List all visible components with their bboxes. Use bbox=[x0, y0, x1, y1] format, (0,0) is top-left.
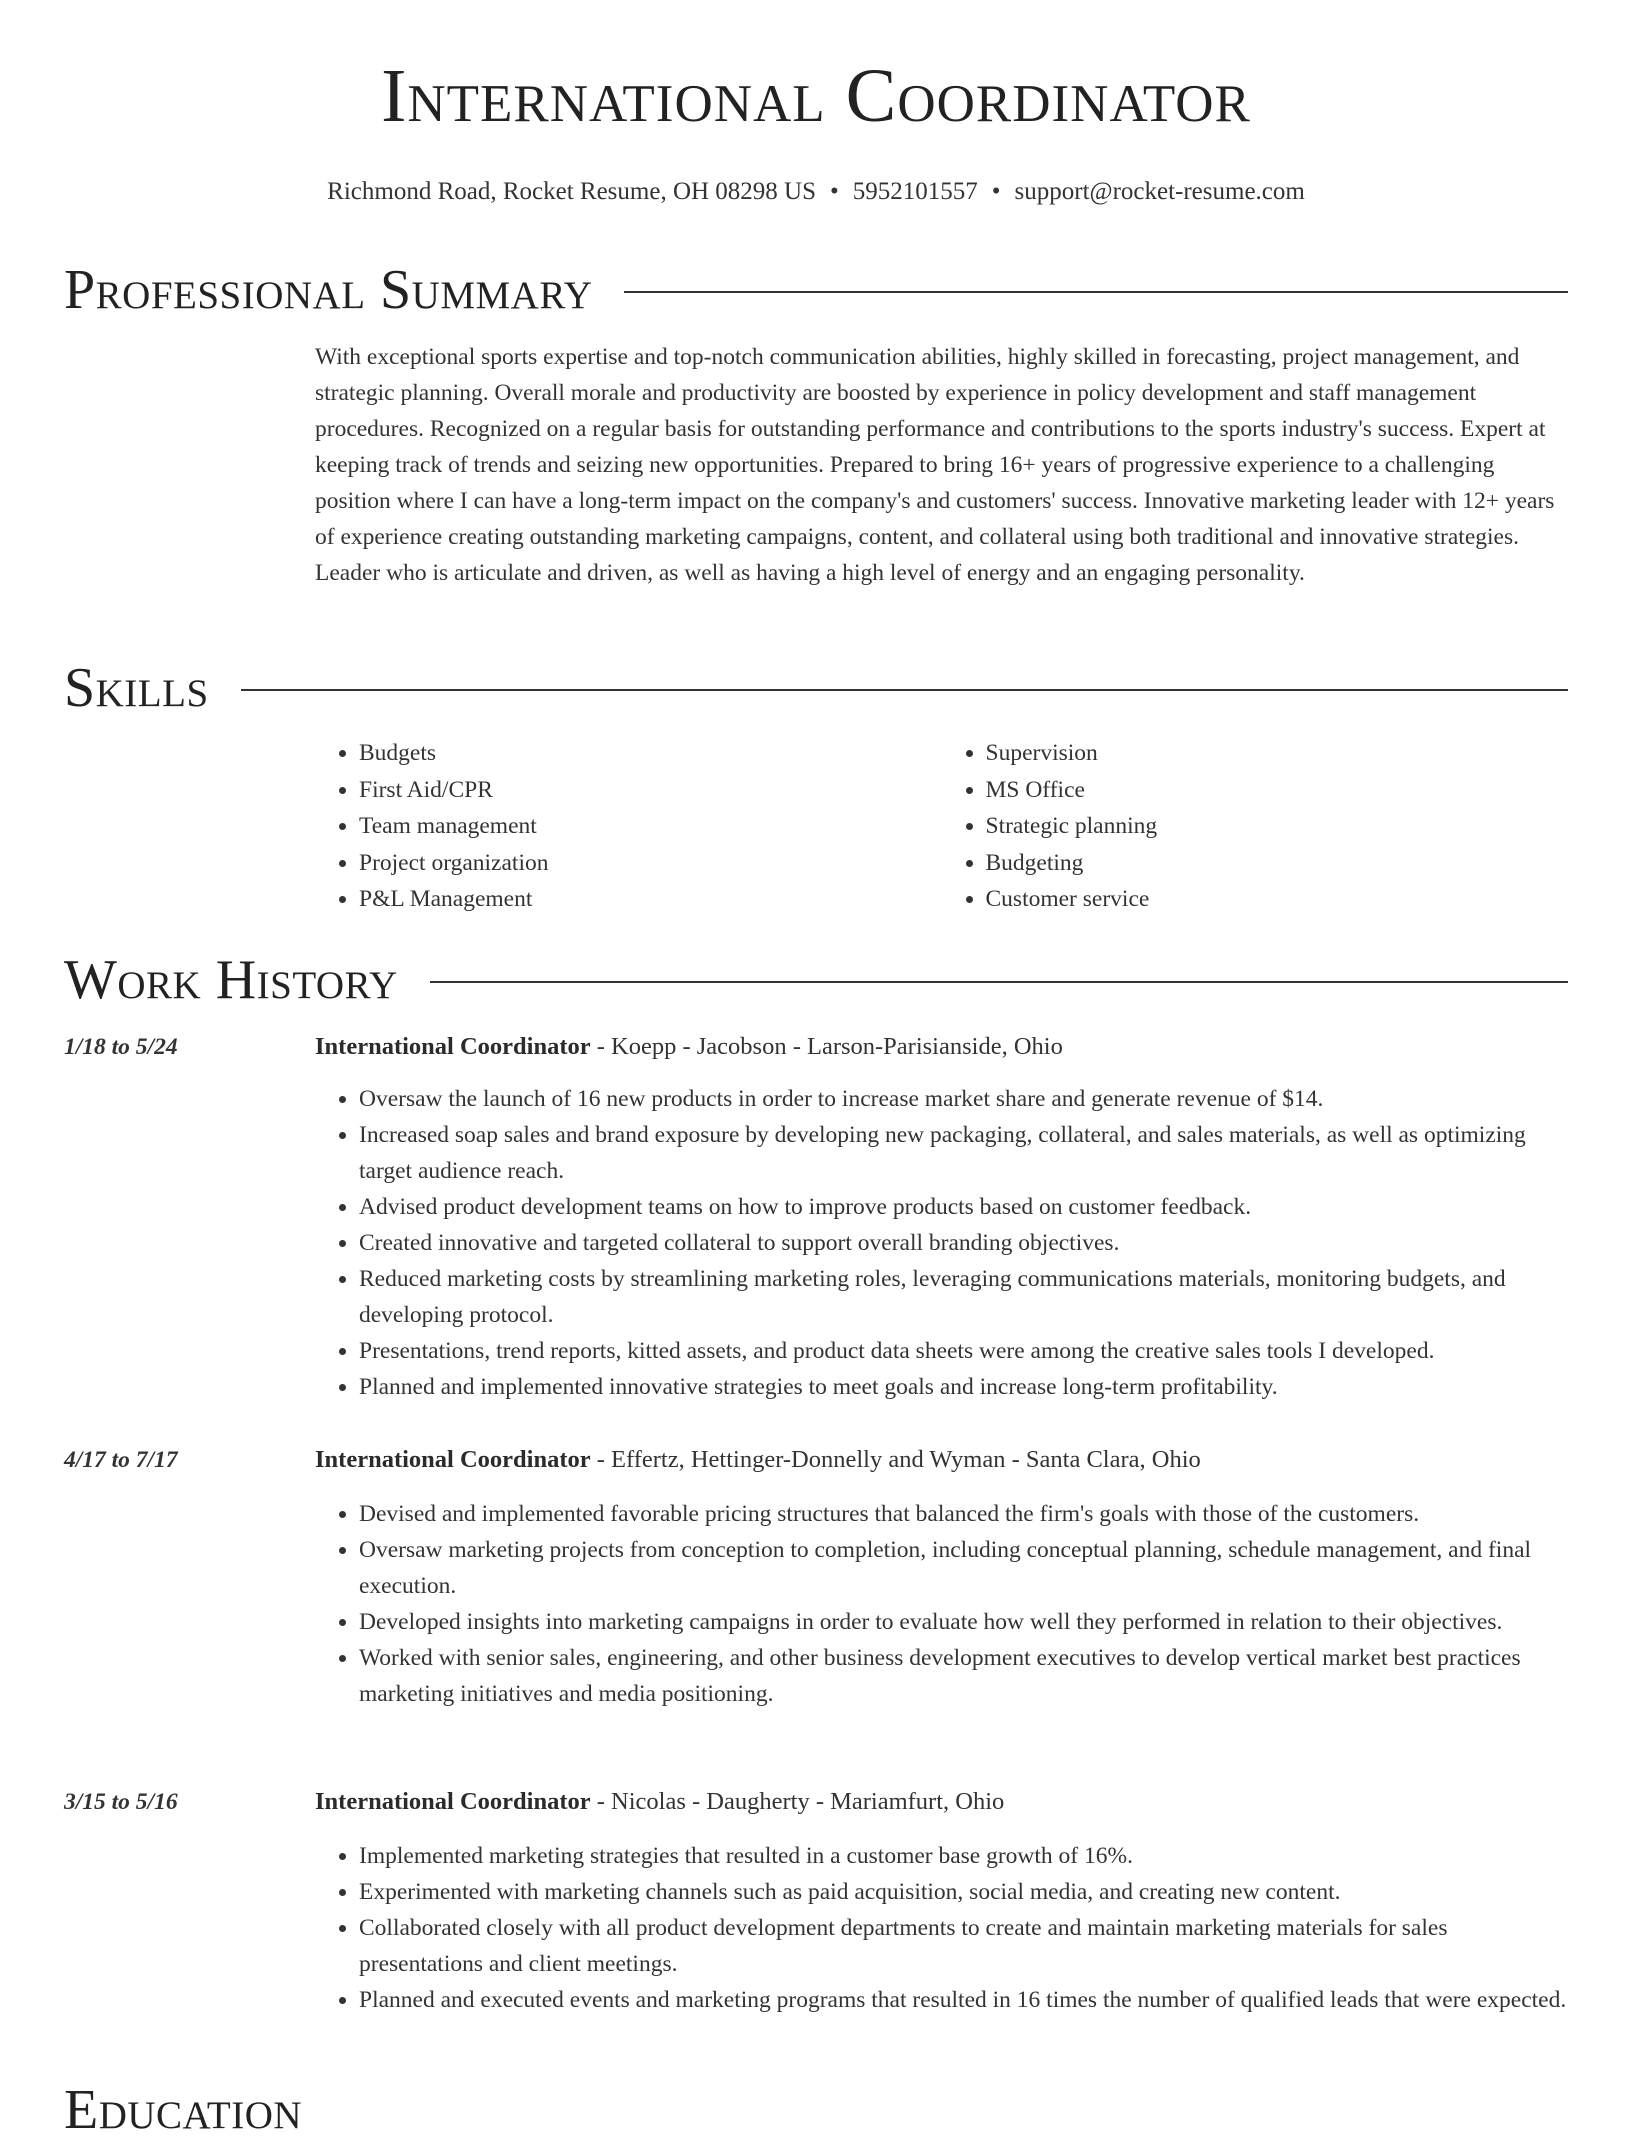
job-title-line bbox=[315, 1784, 1004, 1820]
section-skills-header bbox=[64, 657, 1568, 719]
skill-item: • Supervision bbox=[986, 735, 1569, 772]
summary-text: With exceptional sports expertise and top-notch communication abilities, highly skilled in forecasting, project management, and strategic planning. Overall morale and productivity are boosted by experience in policy development and staff management procedures. Recognized on a regular basis for outstanding performance and contributions to the sports industry's success. Expert at keeping track of trends and seizing new opportunities. Prepared to bring 16+ years of progressive experience to a challenging position where I can have a long-term impact on the company's and customers' success. Innovative marketing leader with 12+ years of experience creating outstanding marketing campaigns, content, and collateral using both traditional and innovative strategies. Leader who is articulate and driven, as well as having a high level of energy and an engaging personality. bbox=[315, 344, 1555, 586]
separator-dot: • bbox=[830, 178, 839, 205]
skill-item: • Strategic planning bbox=[986, 808, 1569, 845]
job-company: - Effertz, Hettinger-Donnelly and Wyman - Santa Clara, Ohio bbox=[590, 1446, 1201, 1473]
address: Richmond Road, Rocket Resume, OH 08298 US bbox=[327, 178, 817, 205]
job-bullet: • Created innovative and targeted collateral to support overall branding objectives. bbox=[359, 1225, 1568, 1261]
job-dates: 4/17 to 7/17 bbox=[64, 1447, 178, 1473]
job-bullet: • Planned and implemented innovative strategies to meet goals and increase long-term profitability. bbox=[359, 1369, 1568, 1405]
skill-item: • Budgets bbox=[359, 735, 942, 772]
section-title-skills: Skills bbox=[64, 657, 209, 719]
job-bullet: • Worked with senior sales, engineering, and other business development executives to develop vertical market best practices marketing initiatives and media positioning. bbox=[359, 1640, 1568, 1712]
job-company: - Nicolas - Daugherty - Mariamfurt, Ohio bbox=[590, 1788, 1005, 1815]
section-divider bbox=[430, 981, 1568, 983]
job-bullet: • Experimented with marketing channels such as paid acquisition, social media, and creating new content. bbox=[359, 1874, 1568, 1910]
job-bullet: • Advised product development teams on how to improve products based on customer feedback. bbox=[359, 1189, 1568, 1225]
skills-column-left bbox=[315, 735, 942, 918]
skill-item: • Customer service bbox=[986, 881, 1569, 918]
section-title-work: Work History bbox=[64, 949, 398, 1011]
section-summary-header bbox=[64, 259, 1568, 321]
skill-item: • Team management bbox=[359, 808, 942, 845]
job-title-line bbox=[315, 1442, 1201, 1478]
job-title: International Coordinator bbox=[315, 1788, 591, 1815]
job-title: International Coordinator bbox=[315, 1446, 591, 1473]
job-title-line bbox=[315, 1029, 1063, 1065]
job-bullets bbox=[315, 1496, 1568, 1712]
section-title-summary: Professional Summary bbox=[64, 259, 593, 321]
skill-item: • Budgeting bbox=[986, 845, 1569, 882]
section-education-header bbox=[64, 2079, 1568, 2141]
candidate-name: International Coordinator bbox=[381, 54, 1251, 138]
job-bullet: • Presentations, trend reports, kitted assets, and product data sheets were among the creative sales tools I developed. bbox=[359, 1333, 1568, 1369]
job-title: International Coordinator bbox=[315, 1033, 591, 1060]
skill-item: • Project organization bbox=[359, 845, 942, 882]
contact-line bbox=[64, 176, 1568, 208]
skill-item: • First Aid/CPR bbox=[359, 772, 942, 809]
job-bullets bbox=[315, 1838, 1568, 2018]
job-bullet: • Reduced marketing costs by streamlining marketing roles, leveraging communications materials, monitoring budgets, and developing protocol. bbox=[359, 1261, 1568, 1333]
skill-item: • P&L Management bbox=[359, 881, 942, 918]
section-divider bbox=[241, 689, 1568, 691]
job-bullets bbox=[315, 1081, 1568, 1405]
job-bullet: • Increased soap sales and brand exposure by developing new packaging, collateral, and sales materials, as well as optimizing target audience reach. bbox=[359, 1117, 1568, 1189]
section-work-header bbox=[64, 949, 1568, 1011]
job-bullet: • Implemented marketing strategies that resulted in a customer base growth of 16%. bbox=[359, 1838, 1568, 1874]
job-dates: 3/15 to 5/16 bbox=[64, 1789, 178, 1815]
job-bullet: • Devised and implemented favorable pricing structures that balanced the firm's goals with those of the customers. bbox=[359, 1496, 1568, 1532]
separator-dot: • bbox=[991, 178, 1001, 205]
phone: 5952101557 bbox=[852, 178, 978, 205]
job-bullet: • Planned and executed events and marketing programs that resulted in 16 times the number of qualified leads that were expected. bbox=[359, 1982, 1568, 2018]
section-divider bbox=[624, 291, 1568, 293]
job-company: - Koepp - Jacobson - Larson-Parisianside, Ohio bbox=[590, 1033, 1063, 1060]
skill-item: • MS Office bbox=[986, 772, 1569, 809]
skills-list bbox=[315, 735, 1568, 918]
job-bullet: • Oversaw the launch of 16 new products in order to increase market share and generate revenue of $14. bbox=[359, 1081, 1568, 1117]
skills-column-right bbox=[942, 735, 1569, 918]
section-title-education: Education bbox=[64, 2079, 303, 2141]
email: support@rocket-resume.com bbox=[1014, 178, 1305, 205]
job-bullet: • Developed insights into marketing campaigns in order to evaluate how well they performed in relation to their objectives. bbox=[359, 1604, 1568, 1640]
job-bullet: • Oversaw marketing projects from conception to completion, including conceptual planning, schedule management, and final execution. bbox=[359, 1532, 1568, 1604]
job-dates: 1/18 to 5/24 bbox=[64, 1034, 178, 1060]
job-bullet: • Collaborated closely with all product development departments to create and maintain marketing materials for sales presentations and client meetings. bbox=[359, 1910, 1568, 1982]
